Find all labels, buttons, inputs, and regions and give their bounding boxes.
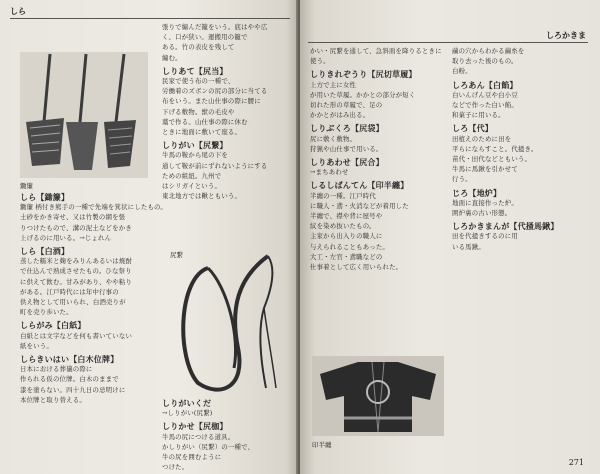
- entry-12: しりあわせ【尻合】 →まちあわせ: [310, 157, 384, 177]
- right-page: [300, 0, 600, 474]
- left-column-2-bottom: [162, 398, 288, 474]
- entry-18: しろかきまんが【代掻馬鍬】 田を代掻きするのに用 いる馬鍬。: [452, 221, 559, 251]
- left-column-2: [162, 22, 288, 248]
- left-column-1: [20, 192, 167, 474]
- entry-17: じろ【地炉】 地面に直接作った炉。 囲炉裏の古い形態。: [452, 187, 518, 218]
- entry-8: しりかせ【尻枷】 牛馬の尻につける道具。 かしりがい（尻繋）の一種で、 牛の尻を囲むように つけた。: [162, 421, 255, 472]
- entry-2: しらがみ【白紙】 白紙とは文字などを何も書いていない 紙をいう。: [20, 320, 133, 350]
- jacket-illustration: [312, 356, 444, 436]
- header-rule-right: [308, 42, 588, 43]
- tools-illustration: [20, 52, 148, 178]
- entry-7: しりがいくだ →しりがい(尻繋): [162, 398, 213, 418]
- tools-photo-icon: [20, 52, 148, 178]
- entry-15: しろあん【白餡】 白いんげん豆や白小豆 などで作った白い餡。 和菓子に用いる。: [452, 79, 518, 120]
- jacket-photo-icon: [312, 356, 444, 436]
- caption-tools: 鋤簾: [20, 182, 33, 190]
- entry-4: 張りで編んだ籠をいう。底はやや広 く、口が狭い。運搬用の籠で ある。竹の表皮を残して 編む。: [162, 23, 268, 62]
- entry-6: しりがい【尻繋】 牛馬の鞍から尾の下を 通して鞍が前にずれないようにする ための組紐。九州で はシリガイという。 東北地方では鞦ともいう。: [162, 140, 268, 201]
- entry-16: しろ【代】 田植えのために田を 平らにならすこと。代掻き。 苗代・田代などともいう。 牛馬に馬鍬を引かせて 行う。: [452, 123, 538, 184]
- entry-11: しりぶくろ【尻袋】 尻に敷く敷物。 狩猟や山仕事で用いる。: [310, 123, 384, 153]
- caption-cord: 尻繋: [170, 251, 183, 259]
- entry-10: しりきれぞうり【尻切草履】 上方で主に女性 が用いた草履。かかとの部分が短く 切れた形の草履で、足の かかとがはみ出る。: [310, 69, 417, 120]
- entry-13: しるしばんてん【印半纏】 半纏の一種。江戸時代 に職人・鳶・火消などが着用した 半纏で、襟や背に屋号や 紋を染め抜いたもの。 主家から出入りの職人に 与えられることもあった。 大工・左官・鳶職などの 仕事着として広く用いられた。: [310, 180, 409, 272]
- header-rule: [10, 18, 290, 19]
- right-column-2: [452, 46, 590, 466]
- entry-9: かい・尻繋を通して、急斜面を降りるときに 使う。: [310, 47, 442, 66]
- left-page: [0, 0, 298, 474]
- entry-0: しら【鋤簾】 鋤簾 柄付き熊手の一種で先端を箕状にしたもの。 土砂をかき寄せ、又は竹製の網を張 りつけたもので、溝の泥土などをかき 上げるのに用いる。→じょれん: [20, 192, 167, 242]
- entry-14: 繭の穴からわかる繭糸を 取り去った後のもの。 白粉。: [452, 47, 525, 76]
- right-column-1: [310, 46, 445, 352]
- cord-illustration: [168, 248, 283, 398]
- running-head-right: しろかきま: [546, 30, 586, 40]
- entry-5: しりあて【尻当】 民家で使う布の一種で、 労働着のズボンの尻の部分に当てる 布をいう。また山仕事の際に腰に 下げる敷物。獣の毛皮や 藁で作る。山仕事の際に休む ときに地面に敷いて座る。: [162, 65, 268, 137]
- crupper-cord-icon: [168, 248, 283, 398]
- page-number: 271: [568, 458, 584, 467]
- caption-jacket: 印半纏: [312, 441, 332, 449]
- running-head-left: しら: [10, 6, 26, 16]
- entry-1: しら【白酒】 蒸した糯米と麹をみりんあるいは焼酎 で仕込んで熟成させたもの。ひな祭り に供えて飲む。甘みがあり、やや粘り がある。江戸時代には年中行事の 供え物として用いられ、白酒売りが 町を売り歩いた。: [20, 246, 133, 317]
- entry-3: しらきいはい【白木位牌】 日本における葬儀の際に 作られる仮の位牌。白木のままで 漆を塗らない。四十九日の忌明けに 本位牌と取り替える。: [20, 354, 126, 404]
